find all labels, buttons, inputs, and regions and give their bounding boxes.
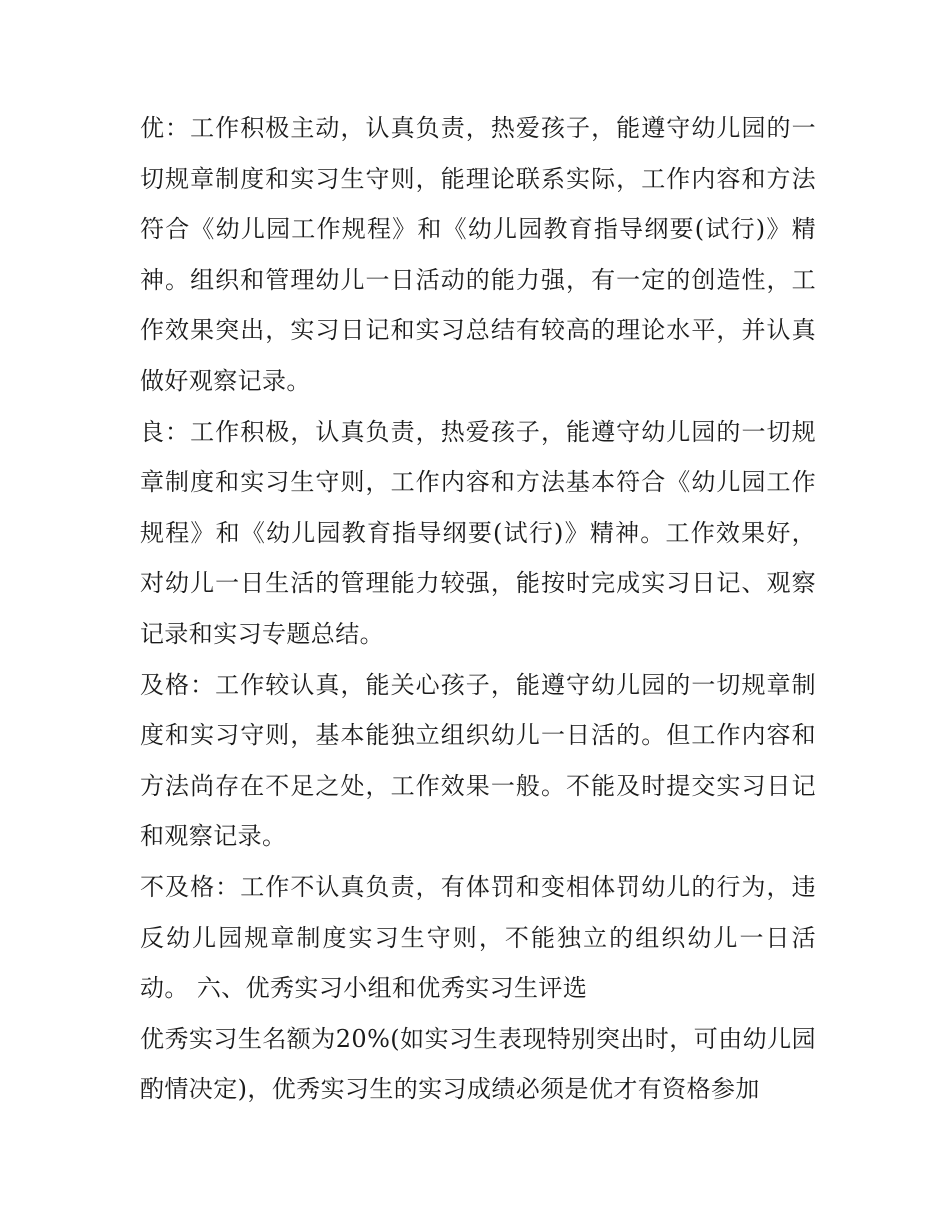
paragraph-grade-fail: 不及格：工作不认真负责，有体罚和变相体罚幼儿的行为，违反幼儿园规章制度实习生守则，不能独立的组织幼儿一日活动。 六、优秀实习小组和优秀实习生评选 bbox=[140, 872, 816, 1003]
paragraph-grade-excellent: 优：工作积极主动，认真负责，热爱孩子，能遵守幼儿园的一切规章制度和实习生守则，能理论联系实际，工作内容和方法符合《幼儿园工作规程》和《幼儿园教育指导纲要(试行)》精神。组织和管理幼儿一日活动的能力强，有一定的创造性，工作效果突出，实习日记和实习总结有较高的理论水平，并认真做好观察记录。 bbox=[140, 114, 816, 395]
paragraph-grade-good: 良：工作积极，认真负责，热爱孩子，能遵守幼儿园的一切规章制度和实习生守则，工作内容和方法基本符合《幼儿园工作规程》和《幼儿园教育指导纲要(试行)》精神。工作效果好，对幼儿一日生活的管理能力较强，能按时完成实习日记、观察记录和实习专题总结。 bbox=[140, 417, 816, 648]
paragraph-grade-pass: 及格：工作较认真，能关心孩子，能遵守幼儿园的一切规章制度和实习守则，基本能独立组织幼儿一日活的。但工作内容和方法尚存在不足之处，工作效果一般。不能及时提交实习日记和观察记录。 bbox=[140, 670, 816, 851]
document-body bbox=[140, 103, 816, 1115]
paragraph-excellent-intern-quota: 优秀实习生名额为20%(如实习生表现特别突出时，可由幼儿园酌情决定)，优秀实习生的实习成绩必须是优才有资格参加 bbox=[140, 1024, 816, 1104]
